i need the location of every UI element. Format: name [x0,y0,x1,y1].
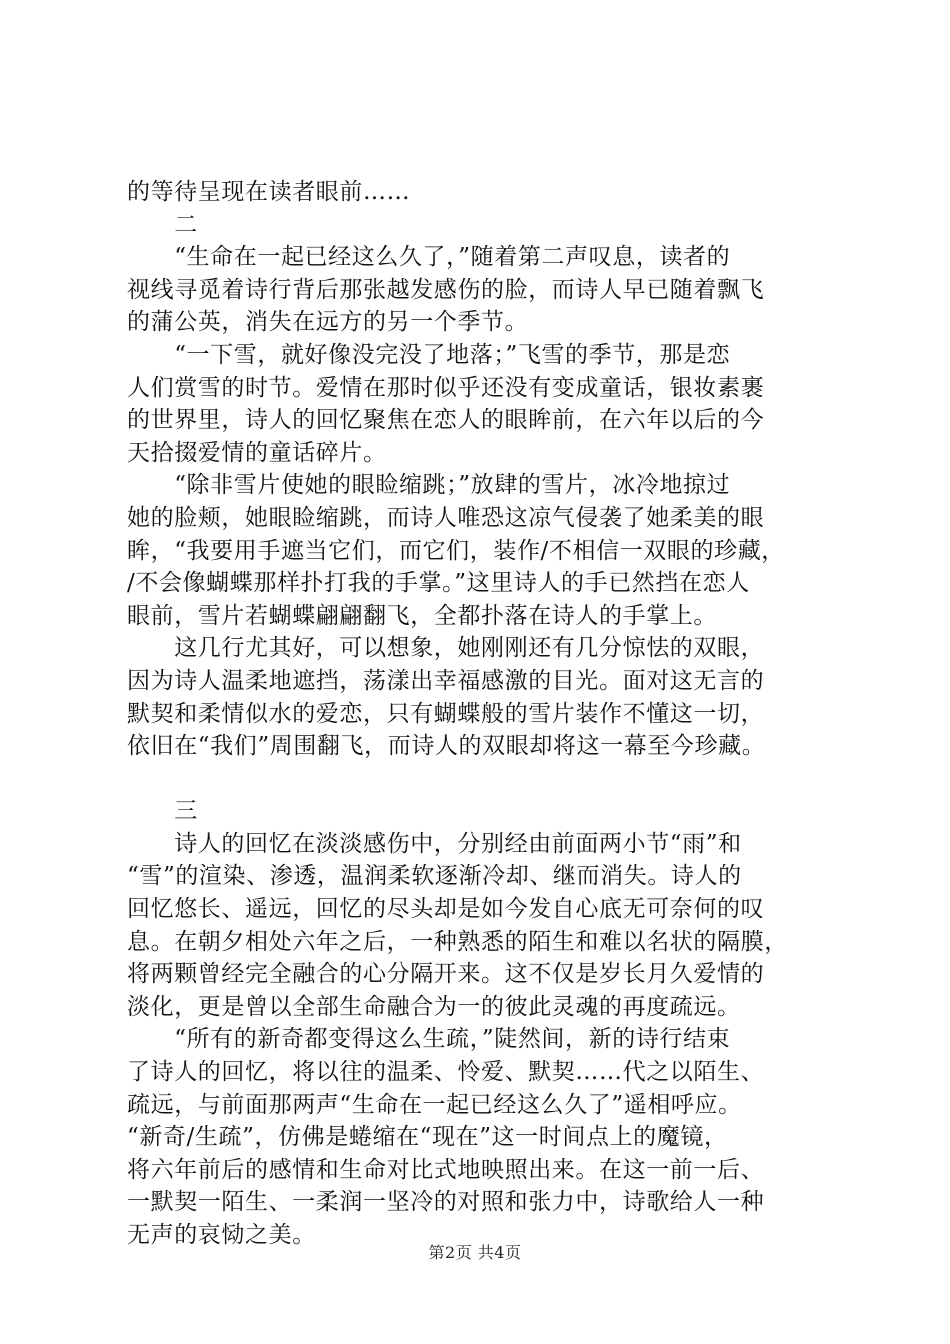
paragraph [127,241,833,339]
page-footer: 第2页 共4页 [428,1243,522,1262]
text-line: /不会像蝴蝶那样扑打我的手掌。”这里诗人的手已然挡在恋人 [127,570,750,597]
text-line: 的等待呈现在读者眼前…… [127,179,411,205]
text-line: 回忆悠长、遥远，回忆的尽头却是如今发自心底无可奈何的叹 [127,896,765,923]
paragraph [127,795,833,828]
text-line: 眼前，雪片若蝴蝶翩翩翻飞，全都扑落在诗人的手掌上。 [127,602,717,629]
text-line: “新奇/生疏”，仿佛是蜷缩在“现在”这一时间点上的魔镜， [127,1124,728,1151]
text-line: 人们赏雪的时节。爱情在那时似乎还没有变成童话，银妆素裹 [127,374,765,401]
text-line: 将六年前后的感情和生命对比式地映照出来。在这一前一后、 [127,1156,765,1183]
text-line: 眸，“我要用手遮当它们，而它们，装作/不相信一双眼的珍藏， [127,537,785,564]
text-line: 息。在朝夕相处六年之后，一种熟悉的陌生和难以名状的隔膜， [127,928,788,955]
paragraph [127,469,833,632]
text-line: 依旧在“我们”周围翻飞，而诗人的双眼却将这一幕至今珍藏。 [127,733,766,760]
text-line: “除非雪片使她的眼睑缩跳；”放肆的雪片，冰冷地掠过 [127,472,731,499]
text-line: 默契和柔情似水的爱恋，只有蝴蝶般的雪片装作不懂这一切， [127,700,765,727]
text-line: 她的脸颊，她眼睑缩跳，而诗人唯恐这凉气侵袭了她柔美的眼 [127,504,765,531]
text-line: 无声的哀恸之美。 [127,1222,316,1248]
paragraph [127,209,833,242]
blank-line [127,763,833,796]
text-line: 视线寻觅着诗行背后那张越发感伤的脸，而诗人早已随着飘飞 [127,276,765,303]
paragraph [127,763,833,796]
article-body [127,176,833,1252]
text-line: 天拾掇爱情的童话碎片。 [127,439,387,466]
text-line: “一下雪，就好像没完没了地落；”飞雪的季节，那是恋 [127,341,731,368]
text-line: 的蒲公英，消失在远方的另一个季节。 [127,309,529,336]
text-line: “生命在一起已经这么久了，”随着第二声叹息，读者的 [127,244,731,271]
text-line: 这几行尤其好，可以想象，她刚刚还有几分惊怯的双眼， [127,635,765,662]
text-line: “雪”的渲染、渗透，温润柔软逐渐冷却、继而消失。诗人的 [127,863,742,890]
paragraph [127,632,833,762]
text-line: 诗人的回忆在淡淡感伤中，分别经由前面两小节“雨”和 [127,830,742,857]
text-line: 淡化，更是曾以全部生命融合为一的彼此灵魂的再度疏远。 [127,993,741,1020]
text-line: 三 [127,798,198,825]
text-line: 将两颗曾经完全融合的心分隔开来。这不仅是岁长月久爱情的 [127,961,765,988]
paragraph [127,176,833,209]
paragraph [127,828,833,1024]
text-line: 的世界里，诗人的回忆聚焦在恋人的眼眸前，在六年以后的今 [127,407,765,434]
text-line: 一默契一陌生、一柔润一坚冷的对照和张力中，诗歌给人一种 [127,1189,765,1216]
text-line: 二 [127,211,198,238]
text-line: 疏远，与前面那两声“生命在一起已经这么久了”遥相呼应。 [127,1091,742,1118]
text-line: 因为诗人温柔地遮挡，荡漾出幸福感激的目光。面对这无言的 [127,667,765,694]
text-line: “所有的新奇都变得这么生疏，”陡然间，新的诗行结束 [127,1026,731,1053]
text-line: 了诗人的回忆，将以往的温柔、怜爱、默契……代之以陌生、 [127,1059,765,1086]
paragraph [127,339,833,469]
paragraph [127,1023,833,1251]
